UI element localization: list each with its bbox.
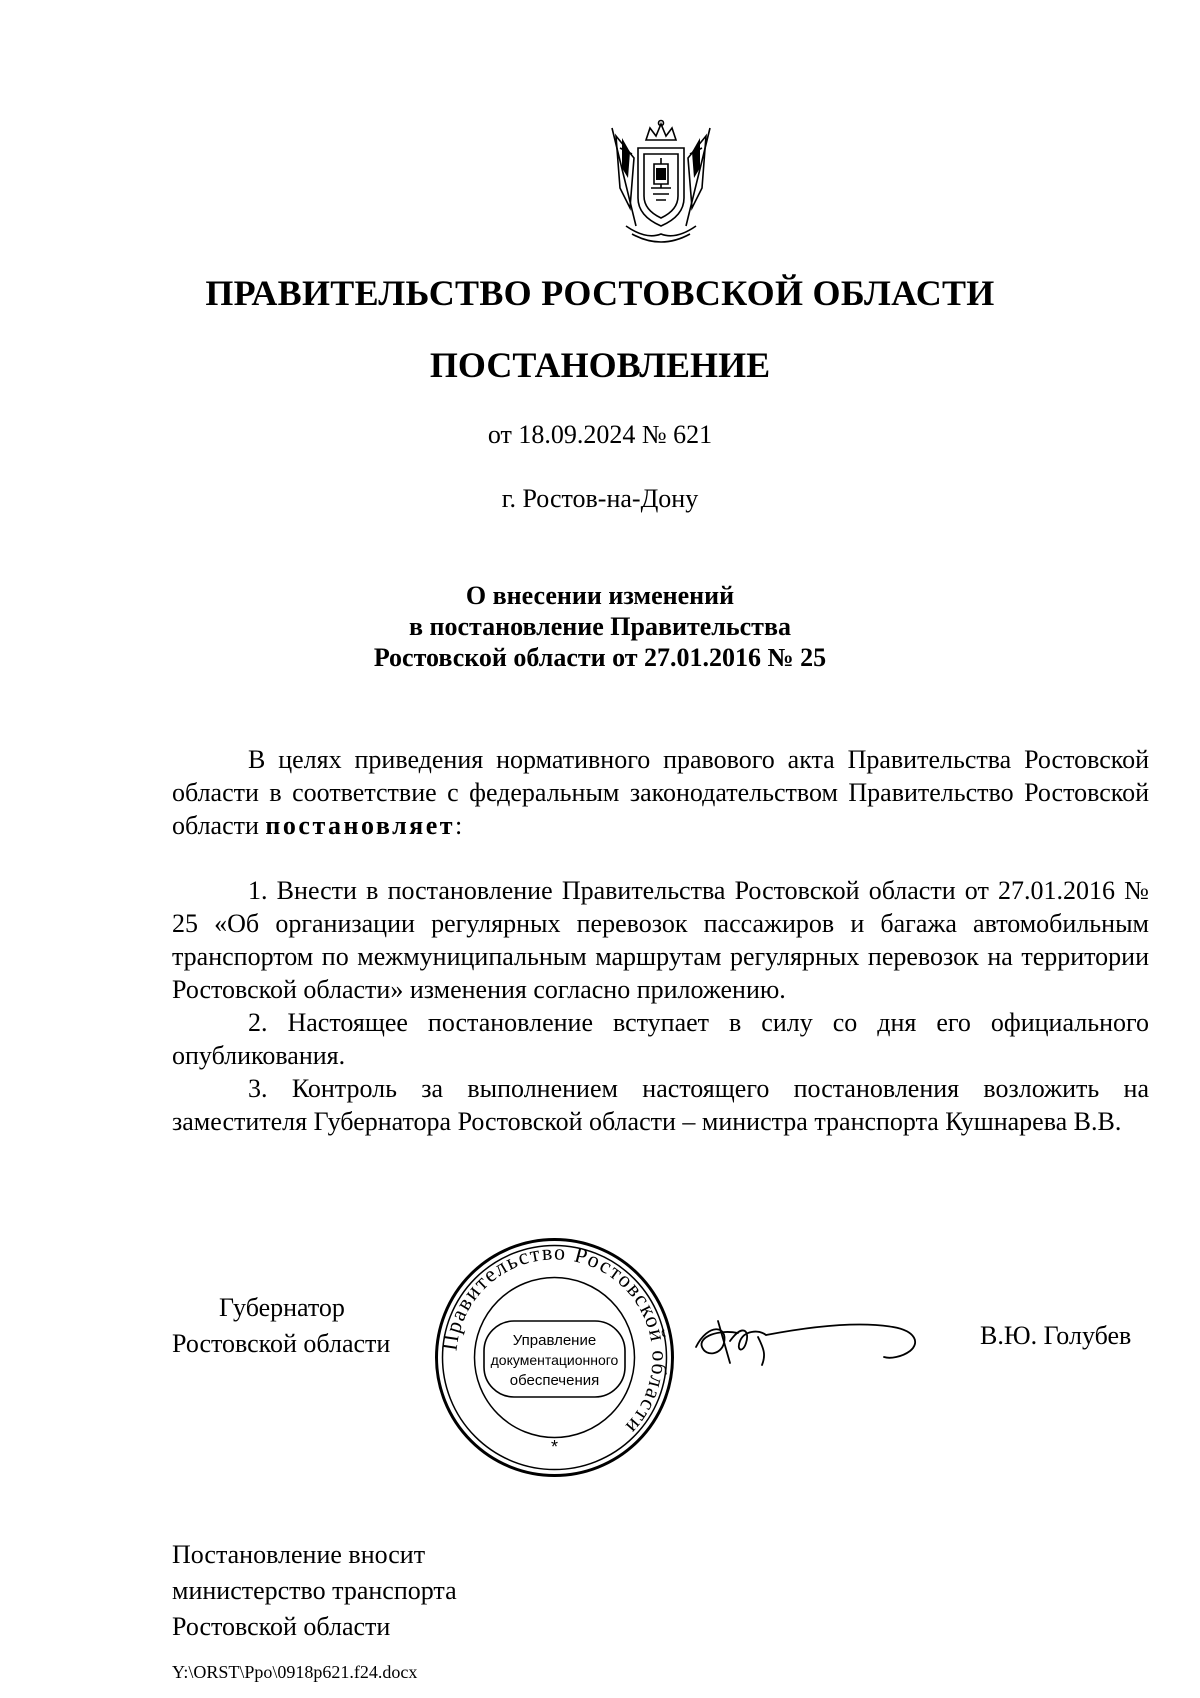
file-path-footer: Y:\ORST\Ppo\0918p621.f24.docx xyxy=(172,1662,418,1682)
resolution-item-2: 2. Настоящее постановление вступает в силу со дня его официального опубликования. xyxy=(172,1008,1149,1070)
document-type-heading: ПОСТАНОВЛЕНИЕ xyxy=(429,345,771,385)
introduced-by-line: Ростовской области xyxy=(172,1612,391,1641)
preamble-text: В целях приведения нормативного правового акта Правительства Ростовской области в соответствие с федеральным законодательством Правительство Ростовской области xyxy=(172,745,1149,840)
resolution-items xyxy=(172,874,1149,1138)
stamp-inner-line: обеспечения xyxy=(509,1372,600,1389)
signer-title-line: Губернатор xyxy=(219,1293,345,1322)
stamp-outer-text: Правительство Ростовской области xyxy=(436,1239,673,1441)
subject-line: О внесении изменений xyxy=(465,581,735,610)
document-subject xyxy=(0,580,1200,673)
subject-line: в постановление Правительства xyxy=(408,612,791,641)
preamble-paragraph xyxy=(172,743,1149,842)
stamp-inner-line: Управление xyxy=(512,1332,597,1349)
resolution-item-3: 3. Контроль за выполнением настоящего постановления возложить на заместителя Губернатора Ростовской области – министра транспорта Кушнарева В.В. xyxy=(172,1074,1149,1136)
document-date-number: от 18.09.2024 № 621 xyxy=(487,420,713,449)
introduced-by-block xyxy=(172,1537,457,1645)
introduced-by-line: министерство транспорта xyxy=(172,1576,457,1605)
coat-of-arms-icon xyxy=(606,118,716,248)
signer-title-line: Ростовской области xyxy=(172,1329,391,1358)
preamble-tail: : xyxy=(455,811,463,840)
signer-name: В.Ю. Голубев xyxy=(980,1321,1132,1350)
handwritten-signature-icon xyxy=(688,1303,928,1373)
introduced-by-line: Постановление вносит xyxy=(172,1540,426,1569)
subject-line: Ростовской области от 27.01.2016 № 25 xyxy=(373,643,827,672)
authority-heading: ПРАВИТЕЛЬСТВО РОСТОВСКОЙ ОБЛАСТИ xyxy=(205,273,995,313)
official-stamp xyxy=(432,1235,677,1480)
resolution-item-1: 1. Внести в постановление Правительства Ростовской области от 27.01.2016 № 25 «Об организации регулярных перевозок пассажиров и багажа автомобильным транспортом по межмуниципальным маршрутам регулярных перевозок на территории Ростовской области» изменения согласно приложению. xyxy=(172,876,1149,1004)
document-city: г. Ростов-на-Дону xyxy=(501,484,699,513)
signer-title xyxy=(172,1290,390,1362)
preamble-keyword: постановляет xyxy=(265,811,456,840)
stamp-star: * xyxy=(550,1437,559,1457)
stamp-inner-line: документационного xyxy=(490,1352,619,1368)
